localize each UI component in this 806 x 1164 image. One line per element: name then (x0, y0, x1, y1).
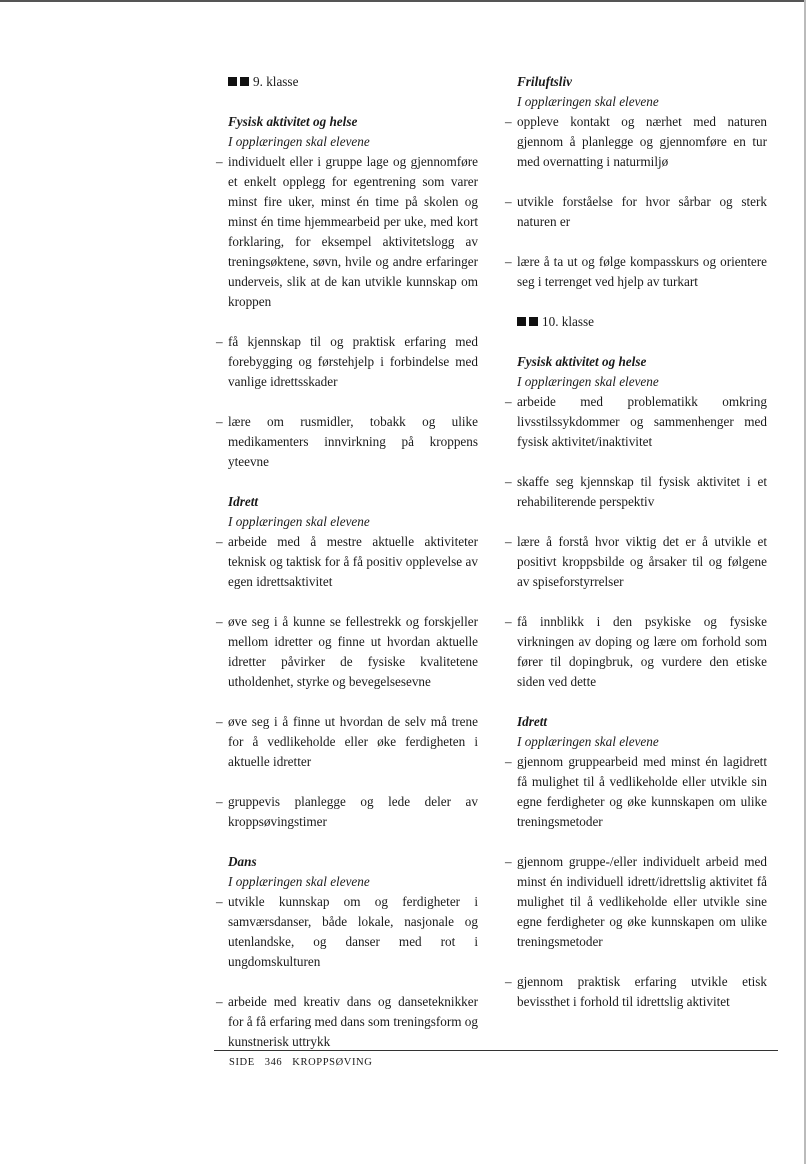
section-title: Friluftsliv (517, 74, 572, 89)
footer-subject: KROPPSØVING (292, 1057, 373, 1068)
section-intro: I opplæringen skal elevene (228, 874, 370, 889)
list-item: – lære å forstå hvor viktig det er å utvikle et positivt kroppsbilde og årsaker til og følgene av spiseforstyrrelser (505, 532, 767, 592)
left-column (216, 72, 478, 1072)
list-item: – gjennom praktisk erfaring utvikle etisk bevissthet i forhold til idrettslig aktivitet (505, 972, 767, 1012)
section-title: Fysisk aktivitet og helse (228, 114, 358, 129)
list-item: – lære å ta ut og følge kompasskurs og orientere seg i terrenget ved hjelp av turkart (505, 252, 767, 292)
square-bullet-icon (517, 317, 526, 326)
section-title: Idrett (517, 714, 548, 729)
list-item: – arbeide med kreativ dans og danseteknikker for å få erfaring med dans som treningsform og kunstnerisk uttrykk (216, 992, 478, 1052)
list-item: – gjennom gruppearbeid med minst én lagidrett få mulighet til å vedlikeholde eller utvikle sin egne ferdigheter og øke kunnskapen om ulike treningsmetoder (505, 752, 767, 832)
item-list (216, 152, 478, 472)
section-intro: I opplæringen skal elevene (228, 514, 370, 529)
item-list (216, 892, 478, 1052)
list-item: – øve seg i å finne ut hvordan de selv må trene for å vedlikeholde eller øke ferdigheten i aktuelle idretter (216, 712, 478, 772)
section-title: Dans (228, 854, 257, 869)
item-list (505, 752, 767, 1012)
grade-label: 9. klasse (253, 74, 299, 89)
page-number: 346 (264, 1057, 283, 1068)
section-fysisk-aktivitet-10 (505, 352, 767, 692)
list-item: – arbeide med å mestre aktuelle aktiviteter teknisk og taktisk for å få positiv opplevelse av egen idrettsaktivitet (216, 532, 478, 592)
section-friluftsliv-9 (505, 72, 767, 292)
section-intro: I opplæringen skal elevene (517, 94, 659, 109)
list-item: – individuelt eller i gruppe lage og gjennomføre et enkelt opplegg for egentrening som varer minst fire uker, minst én time på skolen og minst én time hjemmearbeid per uke, med kort forklaring, for eksempel aktivitetslogg av treningsøktene, søvn, hvile og andre erfaringer underveis, slik at de kan utvikle kunnskap om kroppen (216, 152, 478, 312)
list-item: – utvikle kunnskap om og ferdigheter i samværsdanser, både lokale, nasjonale og utenlandske, og danser med rot i ungdomskulturen (216, 892, 478, 972)
section-intro: I opplæringen skal elevene (517, 734, 659, 749)
list-item: – lære om rusmidler, tobakk og ulike medikamenters innvirkning på kroppens yteevne (216, 412, 478, 472)
list-item: – få innblikk i den psykiske og fysiske virkningen av doping og lære om forhold som fører til dopingbruk, og vurdere den etiske siden ved dette (505, 612, 767, 692)
footer-side-label: SIDE (229, 1057, 255, 1068)
section-title: Idrett (228, 494, 259, 509)
section-fysisk-aktivitet-9 (216, 112, 478, 472)
top-border-line (0, 0, 806, 2)
item-list (216, 532, 478, 832)
list-item: – øve seg i å kunne se fellestrekk og forskjeller mellom idretter og finne ut hvordan aktuelle idretter påvirker de fysiske kvalitetene utholdenhet, styrke og bevegelsesevne (216, 612, 478, 692)
right-column (505, 72, 767, 1032)
list-item: – arbeide med problematikk omkring livsstilssykdommer og sammenhenger med fysisk aktivitet/inaktivitet (505, 392, 767, 452)
list-item: – skaffe seg kjennskap til fysisk aktivitet i et rehabiliterende perspektiv (505, 472, 767, 512)
section-idrett-9 (216, 492, 478, 832)
square-bullet-icon (228, 77, 237, 86)
grade-label: 10. klasse (542, 314, 595, 329)
section-idrett-10 (505, 712, 767, 1012)
square-bullet-icon (529, 317, 538, 326)
page-footer (229, 1057, 382, 1068)
grade-heading-10 (517, 312, 767, 332)
list-item: – gruppevis planlegge og lede deler av kroppsøvingstimer (216, 792, 478, 832)
list-item: – utvikle forståelse for hvor sårbar og sterk naturen er (505, 192, 767, 232)
list-item: – få kjennskap til og praktisk erfaring med forebygging og førstehjelp i forbindelse med vanlige idrettsskader (216, 332, 478, 392)
item-list (505, 112, 767, 292)
grade-heading-9 (228, 72, 478, 92)
section-intro: I opplæringen skal elevene (228, 134, 370, 149)
list-item: – gjennom gruppe-/eller individuelt arbeid med minst én individuell idrett/idrettslig aktivitet få mulighet til å vedlikeholde eller utvikle sine egne ferdigheter og øke kunnskapen om ulike treningsmetoder (505, 852, 767, 952)
list-item: – oppleve kontakt og nærhet med naturen gjennom å planlegge og gjennomføre en tur med overnatting i naturmiljø (505, 112, 767, 172)
square-bullet-icon (240, 77, 249, 86)
section-dans-9 (216, 852, 478, 1052)
footer-rule (214, 1050, 778, 1051)
item-list (505, 392, 767, 692)
section-title: Fysisk aktivitet og helse (517, 354, 647, 369)
section-intro: I opplæringen skal elevene (517, 374, 659, 389)
